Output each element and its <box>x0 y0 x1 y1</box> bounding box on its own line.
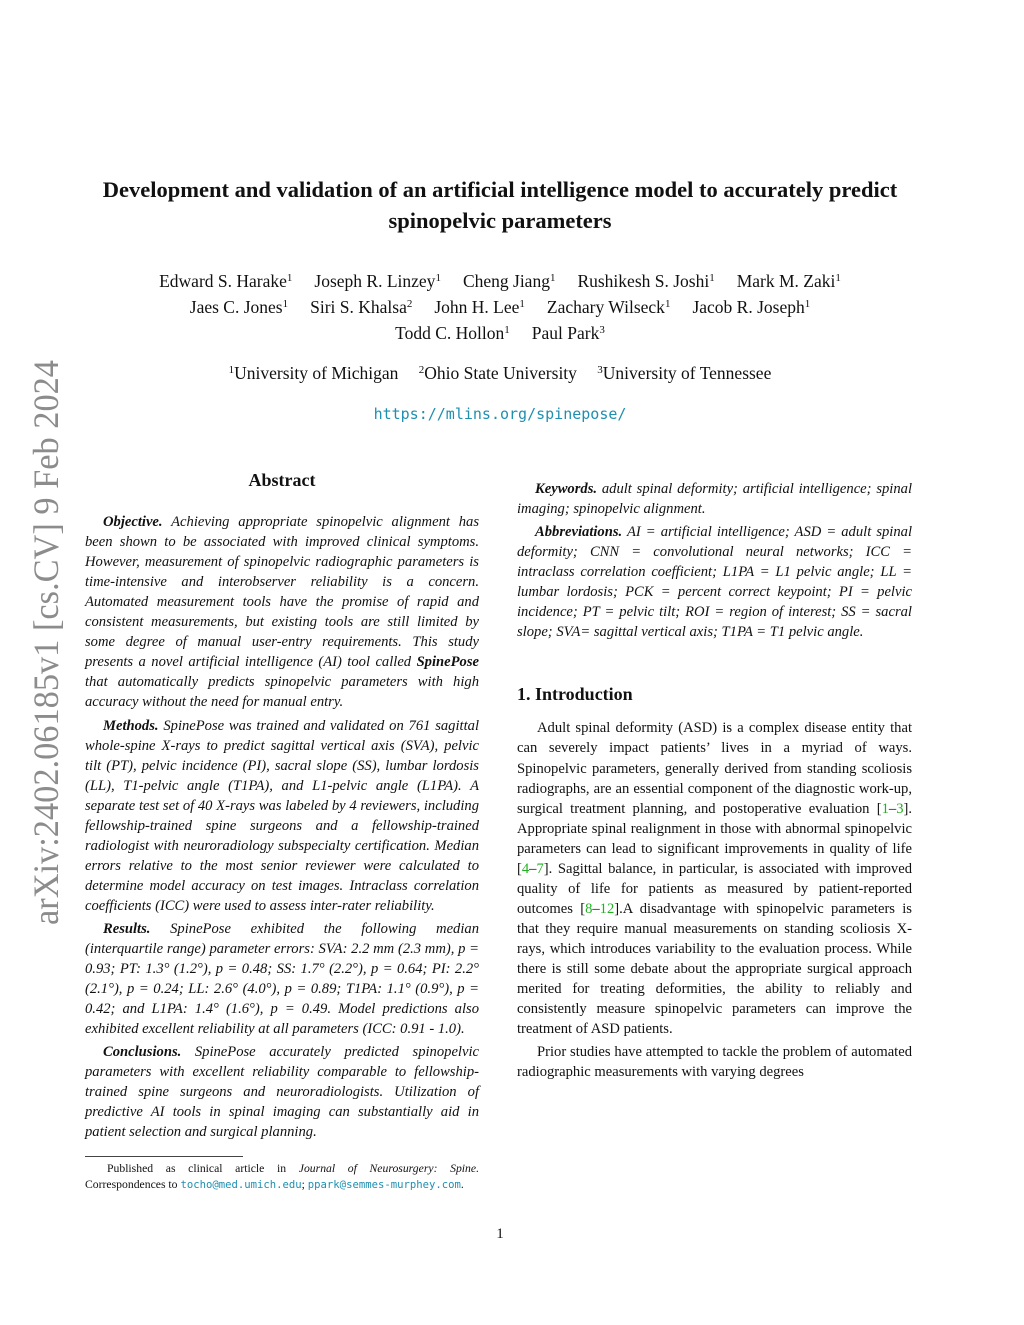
author: Rushikesh S. Joshi$^1$ <box>577 271 715 291</box>
citation-link[interactable]: 12 <box>599 900 615 917</box>
affiliation: $^3$University of Tennessee <box>597 363 772 383</box>
abstract-methods: Methods. SpinePose was trained and validated on 761 sagittal whole-spine X-rays to predict sagittal vertical axis (SVA), pelvic tilt (PT), pelvic incidence (PI), sacral slope (SS), lumbar lordosis (LL), T1-pelvic angle (T1PA), and L1-pelvic angle (L1PA). A separate test set of 40 X-rays was labeled by 4 reviewers, including fellowship-trained spine surgeons and a fellowship-trained radiologist with neuroradiology subspecialty certification. Median errors relative to the most senior reviewer were calculated to determine model accuracy on test images. Intraclass correlation coefficients (ICC) were used to assess inter-rater reliability. <box>85 717 479 914</box>
arxiv-stamp <box>8 360 78 930</box>
right-column <box>517 476 912 1085</box>
section-heading: 1. Introduction <box>517 684 633 705</box>
affiliation: $^2$Ohio State University <box>418 363 577 383</box>
author: Jacob R. Joseph$^1$ <box>692 297 811 317</box>
author: John H. Lee$^1$ <box>434 297 525 317</box>
abstract-abbreviations: Abbreviations. AI = artificial intelligence; ASD = adult spinal deformity; CNN = convolutional neural networks; ICC = intraclass correlation coefficient; L1PA = L1 pelvic angle; LL = lumbar lordosis; PCK = percent correct keypoint; PI = pelvic incidence; PT = pelvic tilt; ROI = region of interest; SS = sacral slope; SVA= sagittal vertical axis; T1PA = T1 pelvic angle. <box>517 524 912 641</box>
citation-link[interactable]: 7 <box>536 860 544 877</box>
page-number: 1 <box>496 1226 504 1242</box>
abstract-objective: Objective. Achieving appropriate spinopelvic alignment has been shown to be associated with improved clinical symptoms. However, measurement of spinopelvic radiographic parameters is time-intensive and interobserver reliability is a concern. Automated measurement tools have the promise of rapid and consistent measurements, but existing tools are still limited by some degree of manual user-entry requirements. This study presents a novel artificial intelligence (AI) tool called SpinePose that automatically predicts spinopelvic parameters with high accuracy without the need for manual entry. <box>85 514 480 711</box>
citation-link[interactable]: 4 <box>521 860 530 877</box>
footnote: Published as clinical article in Journal of Neurosurgery: Spine. Correspondences to tocho@med.umich.edu; ppark@semmes-murphey.com. <box>85 1162 479 1191</box>
author: Siri S. Khalsa$^2$ <box>310 297 413 317</box>
abstract-conclusions: Conclusions. SpinePose accurately predicted spinopelvic parameters with excellent reliability comparable to fellowship-trained spine surgeons and neuroradiologists. Utilization of predictive AI tools in spinal imaging can substantially aid in patient selection and surgical planning. <box>85 1044 479 1141</box>
author: Jaes C. Jones$^1$ <box>189 297 289 317</box>
project-url-link[interactable]: https://mlins.org/spinepose/ <box>373 405 627 423</box>
abstract-section <box>85 470 479 1143</box>
paper-title: Development and validation of an artificial intelligence model to accurately predict spinopelvic parameters <box>102 177 898 233</box>
arxiv-stamp-text: arXiv:2402.06185v1 [cs.CV] 9 Feb 2024 <box>26 360 66 925</box>
body-paragraph: Adult spinal deformity (ASD) is a complex disease entity that can severely impact patients’ lives in a myriad of ways. Spinopelvic parameters, generally derived from standing scoliosis radiographs, are an essential component of the diagnostic work-up, surgical treatment planning, and postoperative evaluation [1–3]. Appropriate spinal realignment in those with abnormal spinopelvic parameters can lead to significant improvements in quality of life [4–7]. Sagittal balance, in particular, is associated with improved quality of life for patients as measured by patient-reported outcomes [8–12].A disadvantage with spinopelvic parameters is that they require manual measurements on standing scoliosis X-rays, which introduces variability to the evaluation process. While there is still some debate about the appropriate surgical approach merited for treating deformities, the ability to reliably and consistently measure spinopelvic parameters can improve the treatment of ASD patients. <box>517 720 912 1038</box>
author: Todd C. Hollon$^1$ <box>395 323 510 343</box>
abstract-keywords: Keywords. adult spinal deformity; artificial intelligence; spinal imaging; spinopelvic alignment. <box>517 481 913 518</box>
body-paragraph: Prior studies have attempted to tackle the problem of automated radiographic measurements with varying degrees <box>517 1044 912 1081</box>
author: Joseph R. Linzey$^1$ <box>314 271 441 291</box>
author: Edward S. Harake$^1$ <box>159 271 293 291</box>
author: Paul Park$^3$ <box>531 323 605 343</box>
footnote-rule <box>85 1156 243 1157</box>
email-link[interactable]: tocho@med.umich.edu <box>180 1179 302 1191</box>
author: Cheng Jiang$^1$ <box>462 271 556 291</box>
email-link[interactable]: ppark@semmes-murphey.com <box>307 1179 461 1191</box>
author-list <box>100 268 900 346</box>
author: Zachary Wilseck$^1$ <box>546 297 671 317</box>
abstract-heading: Abstract <box>248 470 316 490</box>
citation-link[interactable]: 3 <box>896 800 904 817</box>
abstract-results: Results. SpinePose exhibited the following median (interquartile range) parameter errors: SVA: 2.2 mm (2.3 mm), p = 0.93; PT: 1.3° (1.2°), p = 0.48; SS: 1.7° (2.2°), p = 0.64; PI: 2.2° (2.1°), p = 0.24; LL: 2.6° (4.0°), p = 0.89; T1PA: 1.1° (0.9°), p = 0.42; and L1PA: 1.4° (1.6°), p = 0.49. Model predictions also exhibited excellent reliability at all parameters (ICC: 0.91 - 1.0). <box>85 920 479 1038</box>
affiliation: $^1$University of Michigan <box>228 363 399 383</box>
affiliation-list <box>100 361 900 385</box>
citation-link[interactable]: 1 <box>881 800 889 817</box>
citation-link[interactable]: 8 <box>585 900 593 917</box>
author: Mark M. Zaki$^1$ <box>736 271 841 291</box>
